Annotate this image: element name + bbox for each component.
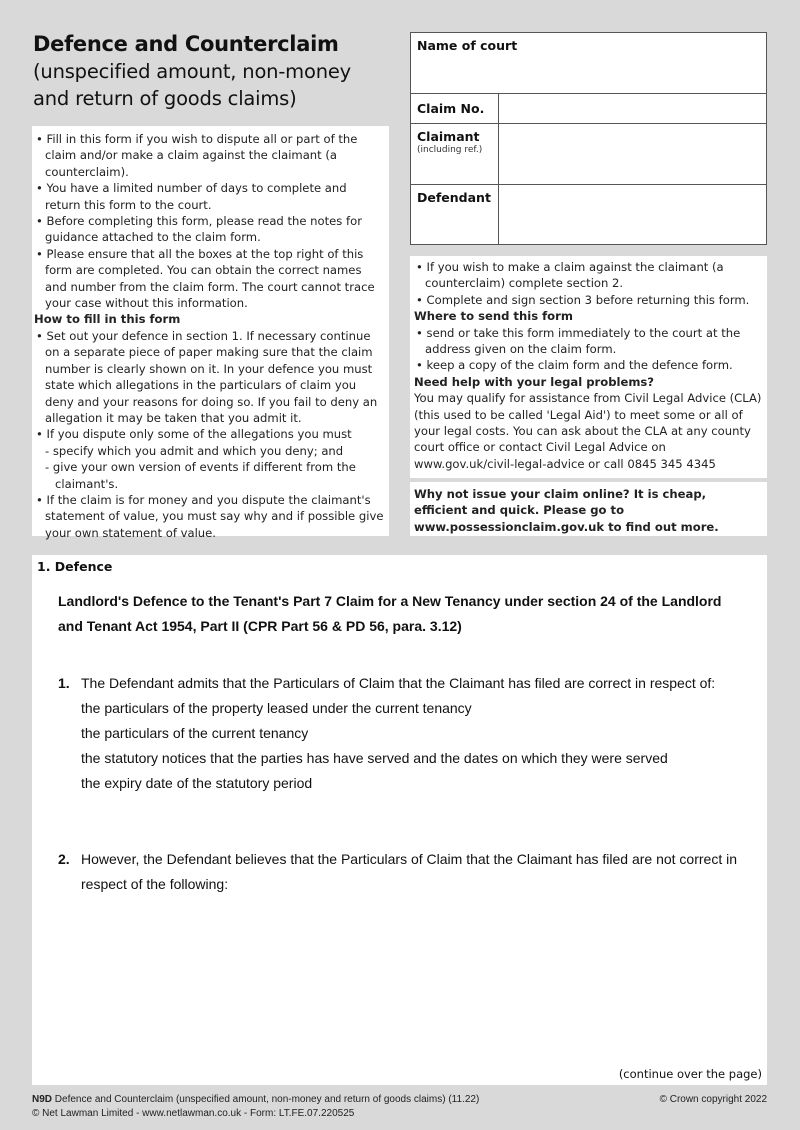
- instructions-panel: [32, 126, 389, 540]
- paragraph-line: the statutory notices that the parties has have served and the dates on which they were served: [81, 750, 668, 766]
- continue-note: (continue over the page): [618, 1067, 762, 1081]
- instruction-bullet: • You have a limited number of days to complete and return this form to the court.: [36, 181, 347, 212]
- claimant-row: [411, 124, 766, 185]
- paragraph-number: 2.: [58, 851, 70, 867]
- defence-section[interactable]: [32, 555, 767, 1085]
- name-of-court-row: [411, 33, 766, 94]
- legal-help-heading: Need help with your legal problems?: [414, 374, 655, 389]
- defence-paragraph-2: [58, 847, 738, 897]
- instruction-bullet: • Fill in this form if you wish to dispute all or part of the claim and/or make a claim against the claimant (a counterclaim).: [36, 132, 358, 179]
- defence-section-heading: 1. Defence: [37, 559, 113, 574]
- online-claim-notice: Why not issue your claim online? It is cheap, efficient and quick. Please go to www.possessionclaim.gov.uk to find out more.: [410, 482, 767, 536]
- instruction-bullet: • Set out your defence in section 1. If necessary continue on a separate piece of paper making sure that the claim number is clearly shown on it. In your defence you must state which allegations in the particulars of claim you deny and your reasons for doing so. If you fail to deny an allegation it may be taken that you admit it.: [36, 328, 378, 425]
- form-subtitle-line2: and return of goods claims): [33, 87, 297, 110]
- name-of-court-label: Name of court: [417, 38, 518, 53]
- claim-no-row: [411, 94, 766, 124]
- netlawman-credit: © Net Lawman Limited - www.netlawman.co.uk - Form: LT.FE.07.220525: [32, 1108, 355, 1119]
- note-bullet: • Complete and sign section 3 before returning this form.: [416, 292, 750, 307]
- defendant-row: [411, 185, 766, 245]
- defendant-label: Defendant: [417, 190, 491, 205]
- court-details-box: [410, 32, 767, 245]
- instruction-bullet: • If you dispute only some of the allegations you must: [36, 427, 352, 442]
- note-bullet: • keep a copy of the claim form and the defence form.: [416, 358, 733, 373]
- instruction-dash-item: - specify which you admit and which you deny; and: [45, 443, 344, 458]
- form-title-block: [33, 30, 393, 112]
- instruction-bullet: • If the claim is for money and you dispute the claimant's statement of value, you must say why and if possible give your own statement of value.: [36, 492, 384, 540]
- claim-no-field[interactable]: [498, 94, 766, 123]
- footer: [32, 1094, 767, 1105]
- paragraph-line: the particulars of the current tenancy: [81, 725, 309, 741]
- note-bullet: • send or take this form immediately to the court at the address given on the claim form.: [416, 325, 741, 357]
- defence-title: Landlord's Defence to the Tenant's Part 7 Claim for a New Tenancy under section 24 of the Landlord and Tenant Act 1954, Part II (CPR Part 56 & PD 56, para. 3.12): [58, 593, 722, 634]
- claimant-sublabel: (including ref.): [417, 145, 483, 155]
- claim-no-label: Claim No.: [417, 101, 485, 116]
- paragraph-line: the expiry date of the statutory period: [81, 775, 313, 791]
- form-title: Defence and Counterclaim: [33, 32, 339, 56]
- how-to-fill-heading: How to fill in this form: [34, 312, 181, 327]
- paragraph-line: the particulars of the property leased under the current tenancy: [81, 700, 472, 716]
- legal-help-text: You may qualify for assistance from Civil Legal Advice (CLA) (this used to be called 'Legal Aid') to meet some or all of your legal costs. You can ask about the CLA at any county court office or contact Civil Legal Advice on www.gov.uk/civil-legal-advice or call 0845 345 4345: [414, 391, 762, 471]
- form-subtitle-line1: (unspecified amount, non-money: [33, 60, 351, 83]
- paragraph-number: 1.: [58, 675, 70, 691]
- instruction-dash-item: - give your own version of events if different from the claimant's.: [45, 460, 356, 491]
- notes-panel: [410, 256, 767, 478]
- instruction-bullet: • Please ensure that all the boxes at the top right of this form are completed. You can obtain the correct names and number from the claim form. The court cannot trace your case without this information.: [36, 246, 375, 311]
- defence-paragraph-1: [58, 671, 738, 796]
- defendant-field[interactable]: [498, 185, 766, 245]
- paragraph-text: However, the Defendant believes that the Particulars of Claim that the Claimant has filed are not correct in respect of the following:: [81, 851, 738, 892]
- crown-copyright: © Crown copyright 2022: [659, 1094, 767, 1105]
- instruction-bullet: • Before completing this form, please read the notes for guidance attached to the claim form.: [36, 214, 362, 245]
- claimant-label: Claimant: [417, 129, 480, 144]
- where-to-send-heading: Where to send this form: [414, 309, 573, 324]
- claimant-field[interactable]: [498, 124, 766, 184]
- form-code: N9D: [32, 1094, 53, 1105]
- note-bullet: • If you wish to make a claim against the claimant (a counterclaim) complete section 2.: [416, 260, 724, 291]
- paragraph-line: The Defendant admits that the Particulars of Claim that the Claimant has filed are correct in respect of:: [81, 675, 716, 691]
- footer-form-name: Defence and Counterclaim (unspecified amount, non-money and return of goods claims) (11.22): [54, 1094, 480, 1105]
